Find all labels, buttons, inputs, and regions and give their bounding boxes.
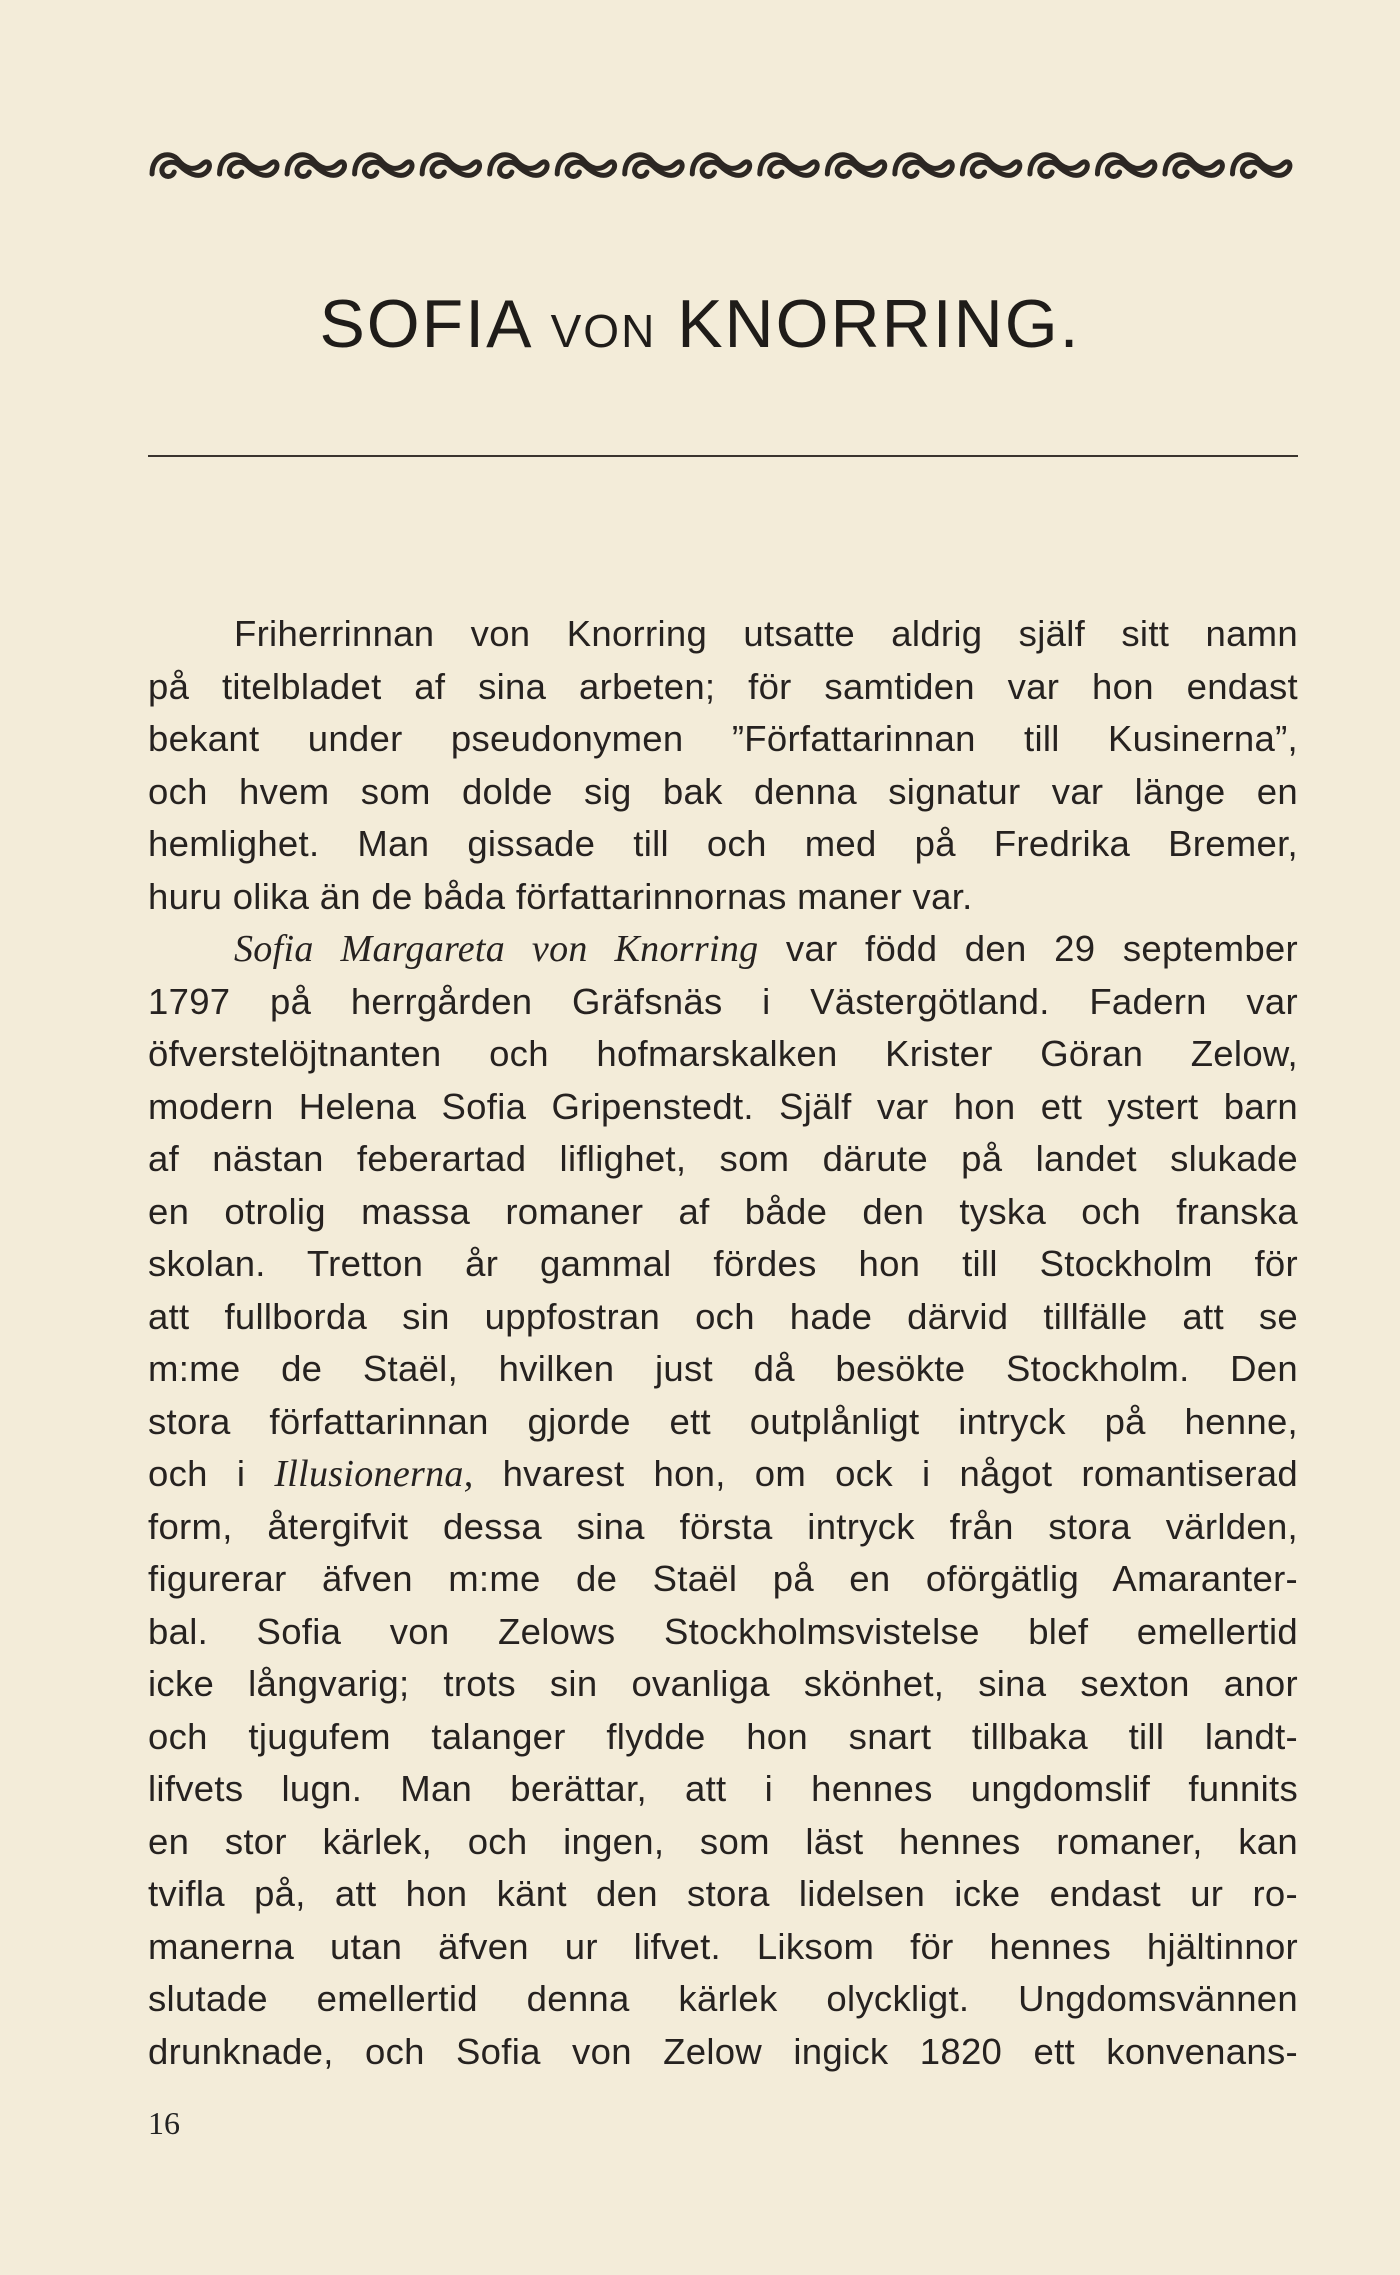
text-line: lifvets lugn. Man berättar, att i hennes ungdomslif funnits <box>148 1768 1298 1809</box>
scroll-motif <box>557 155 614 177</box>
title-part2: VON <box>550 305 657 357</box>
scroll-motif <box>1030 155 1087 177</box>
title-rule <box>148 455 1298 457</box>
text-line: tvifla på, att hon känt den stora lidelsen icke endast ur ro- <box>148 1873 1298 1914</box>
chapter-title <box>0 286 1400 362</box>
scroll-motif <box>625 155 682 177</box>
scroll-motif <box>422 155 479 177</box>
text-line: bekant under pseudonymen ”Författarinnan till Kusinerna”, <box>148 718 1298 759</box>
italic-name: Sofia Margareta von Knorring <box>234 928 759 970</box>
scroll-motif <box>152 155 209 177</box>
scroll-motif <box>760 155 817 177</box>
text-line: och tjugufem talanger flydde hon snart tillbaka till landt- <box>148 1715 1298 1757</box>
scroll-motif <box>1165 155 1222 177</box>
text-line: öfverstelöjtnanten och hofmarskalken Krister Göran Zelow, <box>148 1033 1298 1074</box>
text-line: en stor kärlek, och ingen, som läst hennes romaner, kan <box>148 1820 1298 1862</box>
text-line: af nästan feberartad liflighet, som därute på landet slukade <box>148 1138 1298 1179</box>
title-part3: KNORRING. <box>656 286 1081 362</box>
text-line <box>148 923 1298 976</box>
italic-title: Illusionerna, <box>274 1453 474 1495</box>
scroll-motif <box>220 155 277 177</box>
scroll-motif <box>827 155 884 177</box>
scroll-motif <box>895 155 952 177</box>
scroll-motif <box>962 155 1019 177</box>
text-line: drunknade, och Sofia von Zelow ingick 1820 ett konvenans- <box>148 2030 1298 2072</box>
text-line: slutade emellertid denna kärlek olyckligt. Ungdomsvännen <box>148 1978 1298 2019</box>
text-line: manerna utan äfven ur lifvet. Liksom för hennes hjältinnor <box>148 1925 1298 1967</box>
text-run: var född den 29 september <box>758 928 1298 969</box>
text-line: skolan. Tretton år gammal fördes hon till Stockholm för <box>148 1243 1298 1284</box>
scroll-motif <box>692 155 749 177</box>
text-line: form, återgifvit dessa sina första intryck från stora världen, <box>148 1505 1298 1547</box>
ornament-border <box>148 142 1296 186</box>
text-line <box>148 1448 1298 1501</box>
text-line: huru olika än de båda författarinnornas maner var. <box>148 875 973 917</box>
text-line: modern Helena Sofia Gripenstedt. Själf var hon ett ystert barn <box>148 1085 1298 1127</box>
text-line: att fullborda sin uppfostran och hade därvid tillfälle att se <box>148 1295 1298 1337</box>
text-line: 1797 på herrgården Gräfsnäs i Västergötland. Fadern var <box>148 980 1298 1022</box>
text-line: m:me de Staël, hvilken just då besökte Stockholm. Den <box>148 1348 1298 1389</box>
text-run: hvarest hon, om ock i något romantiserad <box>473 1453 1298 1494</box>
scroll-motif <box>490 155 547 177</box>
text-line: icke långvarig; trots sin ovanliga skönhet, sina sexton anor <box>148 1663 1298 1704</box>
text-line: en otrolig massa romaner af både den tyska och franska <box>148 1190 1298 1232</box>
title-part1: SOFIA <box>319 286 551 362</box>
text-line: och hvem som dolde sig bak denna signatur var länge en <box>148 770 1298 812</box>
text-run: och i <box>148 1453 275 1494</box>
text-line: bal. Sofia von Zelows Stockholmsvistelse blef emellertid <box>148 1610 1298 1652</box>
body-text <box>148 608 1298 2078</box>
scroll-motif <box>1233 155 1290 177</box>
text-line: Friherrinnan von Knorring utsatte aldrig själf sitt namn <box>234 613 1298 654</box>
scroll-motif <box>1097 155 1154 177</box>
text-line: hemlighet. Man gissade till och med på Fredrika Bremer, <box>148 823 1298 864</box>
scroll-border-ornament-icon <box>148 142 1296 186</box>
text-line: stora författarinnan gjorde ett outplånligt intryck på henne, <box>148 1400 1298 1442</box>
page-number: 16 <box>148 2105 180 2141</box>
scroll-motif <box>287 155 344 177</box>
text-line: på titelbladet af sina arbeten; för samtiden var hon endast <box>148 665 1298 707</box>
scroll-motif <box>355 155 412 177</box>
text-line: figurerar äfven m:me de Staël på en oförgätlig Amaranter- <box>148 1558 1298 1599</box>
